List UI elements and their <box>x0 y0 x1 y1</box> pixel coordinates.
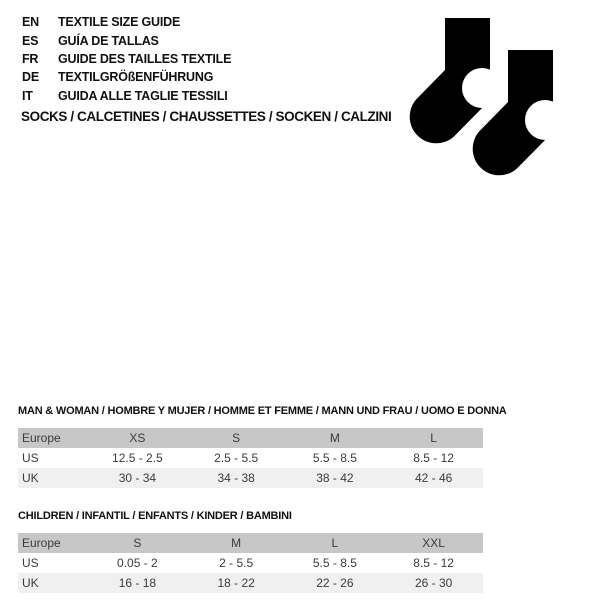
column-header: M <box>231 536 242 550</box>
table-title: CHILDREN / INFANTIL / ENFANTS / KINDER / BAMBINI <box>18 510 292 522</box>
size-value: 0.05 - 2 <box>117 556 158 570</box>
row-label: UK <box>22 576 39 590</box>
row-label: UK <box>22 471 39 485</box>
language-title: TEXTILGRÖßENFÜHRUNG <box>58 70 214 85</box>
language-title: GUIDE DES TAILLES TEXTILE <box>58 51 232 66</box>
table-title: MAN & WOMAN / HOMBRE Y MUJER / HOMME ET FEMME / MANN UND FRAU / UOMO E DONNA <box>18 405 507 417</box>
size-value: 2.5 - 5.5 <box>214 451 259 465</box>
language-title: TEXTILE SIZE GUIDE <box>58 15 181 30</box>
category-heading: SOCKS / CALCETINES / CHAUSSETTES / SOCKEN / CALZINI <box>21 109 392 124</box>
size-value: 2 - 5.5 <box>219 556 254 570</box>
children-section <box>18 510 483 593</box>
size-value: 8.5 - 12 <box>413 451 454 465</box>
table-header-row <box>18 428 483 448</box>
column-header: S <box>133 536 142 550</box>
language-row <box>22 68 231 86</box>
man-woman-section <box>18 405 507 488</box>
column-header: M <box>329 431 340 445</box>
man-woman-size-table <box>18 428 483 488</box>
size-value: 8.5 - 12 <box>413 556 454 570</box>
language-code: EN <box>22 15 39 30</box>
column-header: XXL <box>422 536 445 550</box>
table-header-row <box>18 533 483 553</box>
language-row <box>22 87 231 105</box>
size-value: 16 - 18 <box>118 576 157 590</box>
language-row <box>22 50 231 68</box>
language-title: GUÍA DE TALLAS <box>58 33 159 48</box>
size-value: 22 - 26 <box>316 576 354 590</box>
language-code: IT <box>22 88 33 103</box>
size-value: 26 - 30 <box>414 576 453 590</box>
language-code: DE <box>22 70 39 85</box>
table-row <box>18 573 483 593</box>
column-header: L <box>430 431 437 445</box>
size-value: 38 - 42 <box>316 471 354 485</box>
language-row <box>22 13 231 31</box>
language-code: ES <box>22 33 39 48</box>
table-row <box>18 553 483 573</box>
column-header: L <box>331 536 339 550</box>
size-value: 34 - 38 <box>217 471 255 485</box>
column-header: XS <box>129 431 146 445</box>
column-header: Europe <box>22 431 61 445</box>
column-header: Europe <box>22 536 61 550</box>
size-value: 5.5 - 8.5 <box>312 451 357 465</box>
language-code: FR <box>22 51 39 66</box>
column-header: S <box>232 431 241 445</box>
size-value: 30 - 34 <box>118 471 157 485</box>
table-row <box>18 468 483 488</box>
row-label: US <box>22 451 39 465</box>
size-value: 5.5 - 8.5 <box>312 556 357 570</box>
size-value: 12.5 - 2.5 <box>112 451 163 465</box>
row-label: US <box>22 556 39 570</box>
socks-icon <box>400 5 560 183</box>
language-row <box>22 31 231 49</box>
size-value: 42 - 46 <box>414 471 453 485</box>
children-size-table <box>18 533 483 593</box>
language-title: GUIDA ALLE TAGLIE TESSILI <box>58 88 228 103</box>
table-row <box>18 448 483 468</box>
size-value: 18 - 22 <box>217 576 255 590</box>
language-list <box>22 13 231 105</box>
